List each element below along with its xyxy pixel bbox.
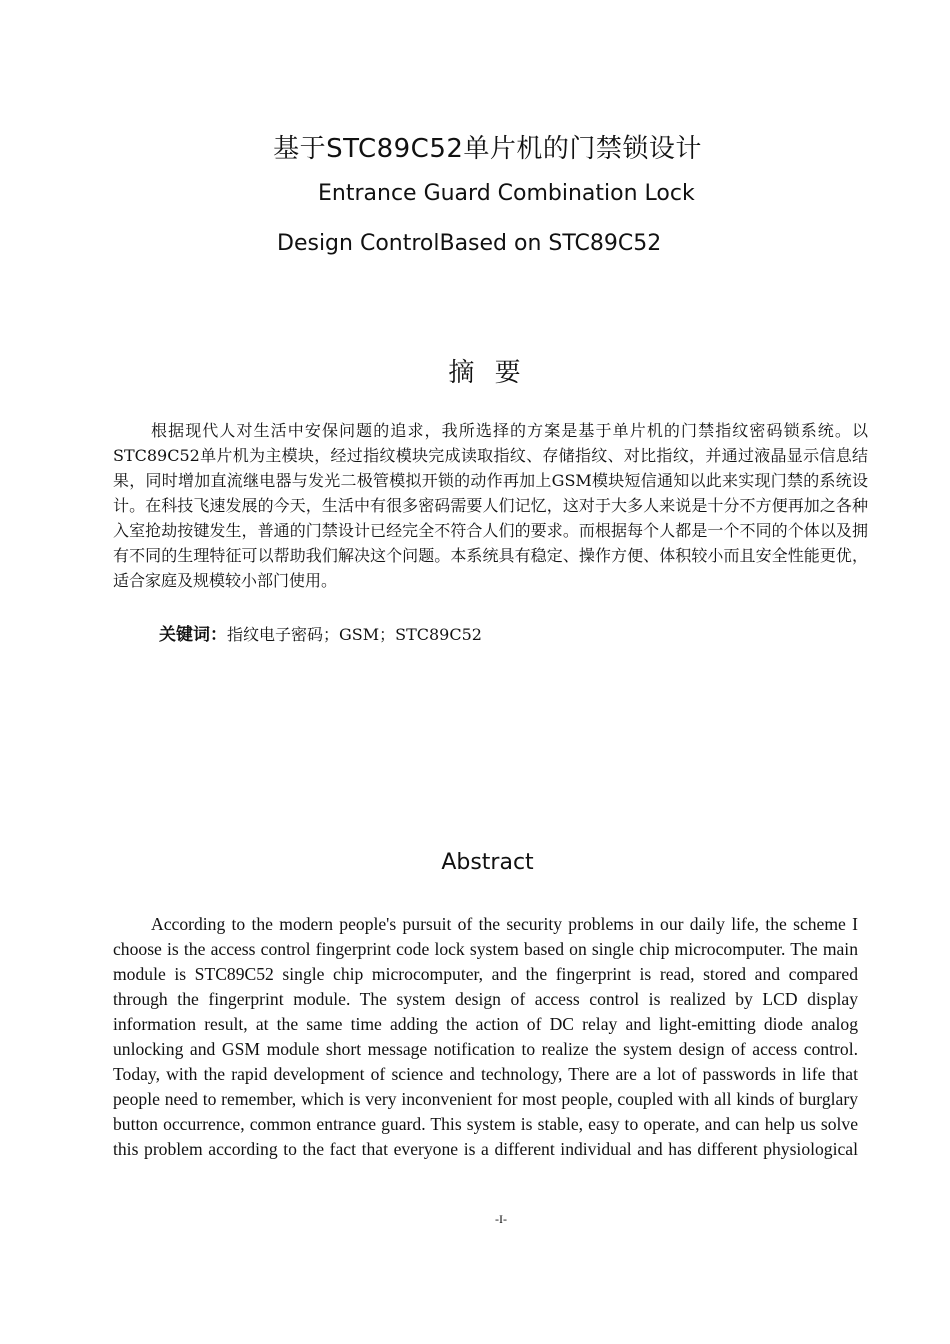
title-english-line2: Design ControlBased on STC89C52 [277,231,662,256]
abstract-en-body: According to the modern people's pursuit of the security problems in our daily life, the scheme I choose is the access control fingerprint code lock system based on single chip microcomputer. The main module is STC89C52 single chip microcomputer, and the fingerprint is read, stored and compared through the fingerprint module. The system design of access control is realized by LCD display information result, at the same time adding the action of DC relay and light-emitting diode analog unlocking and GSM module short message notification to realize the system design of access control. Today, with the rapid development of science and technology, There are a lot of passwords in life that people need to remember, which is very inconvenient for most people, coupled with all kinds of burglary button occurrence, common entrance guard. This system is stable, easy to operate, and can help us solve this problem according to the fact that everyone is a different individual and has different physiological [113,914,858,1159]
abstract-en-heading: Abstract [441,850,534,875]
title-chinese: 基于STC89C52单片机的门禁锁设计 [273,134,702,164]
page-number: -I- [495,1212,507,1226]
abstract-cn-body: 根据现代人对生活中安保问题的追求，我所选择的方案是基于单片机的门禁指纹密码锁系统。以STC89C52单片机为主模块，经过指纹模块完成读取指纹、存储指纹、对比指纹，并通过液晶显示信息结果，同时增加直流继电器与发光二极管模拟开锁的动作再加上GSM模块短信通知以此来实现门禁的系统设计。在科技飞速发展的今天，生活中有很多密码需要人们记忆，这对于大多人来说是十分不方便再加之各种入室抢劫按键发生，普通的门禁设计已经完全不符合人们的要求。而根据每个人都是一个不同的个体以及拥有不同的生理特征可以帮助我们解决这个问题。本系统具有稳定、操作方便、体积较小而且安全性能更优，适合家庭及规模较小部门使用。 [113,421,868,590]
keywords-text: 指纹电子密码；GSM；STC89C52 [227,625,482,644]
title-english-line1: Entrance Guard Combination Lock [318,181,695,206]
keywords-line [159,620,482,645]
abstract-cn-heading: 摘 要 [448,358,527,388]
keywords-label: 关键词： [159,625,227,645]
